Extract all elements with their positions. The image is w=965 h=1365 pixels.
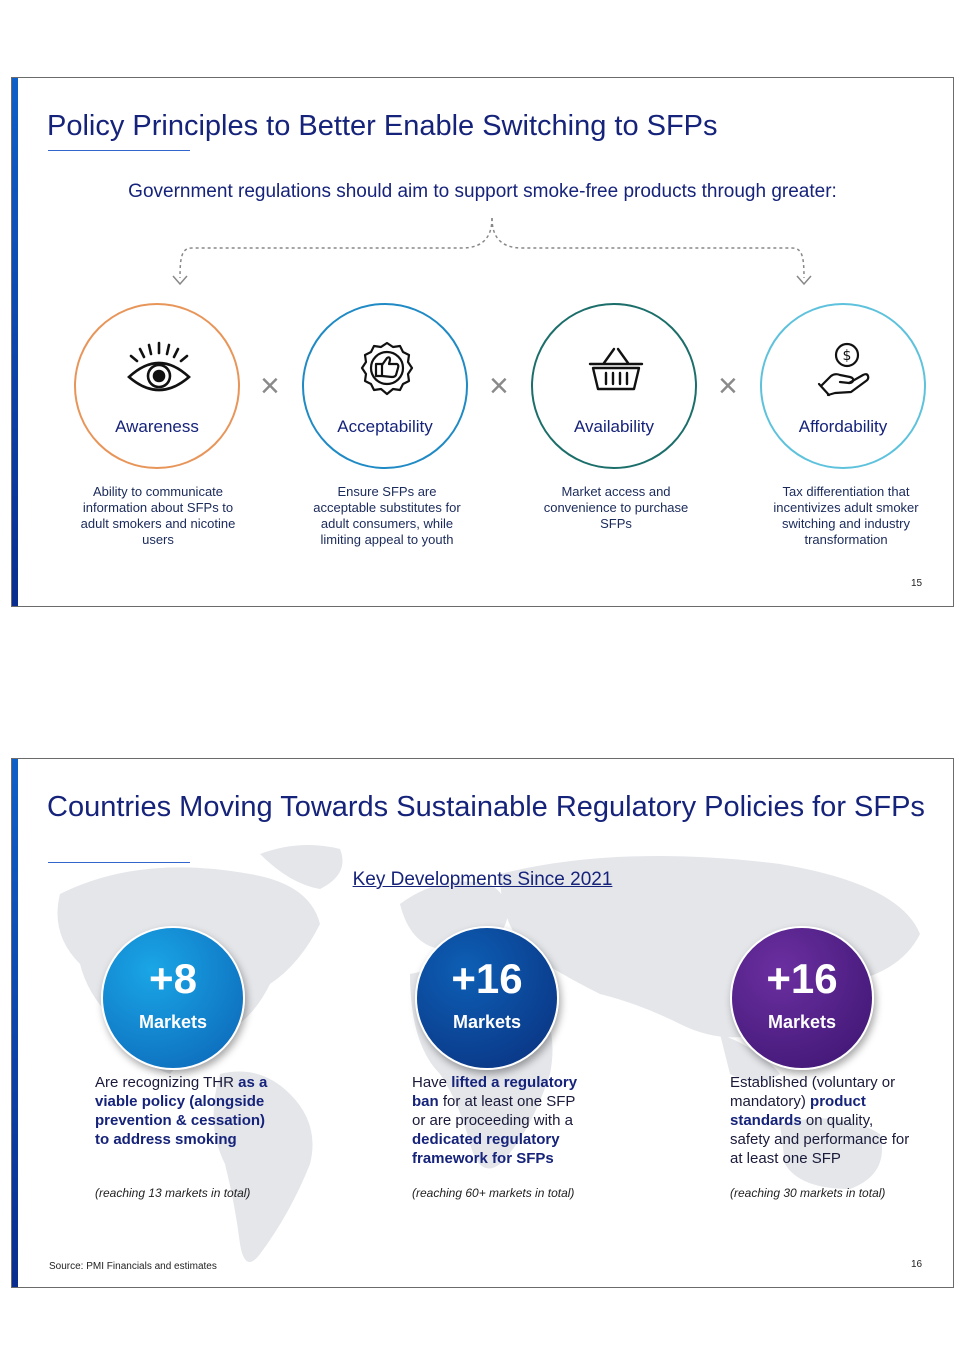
stat-unit: Markets <box>767 1012 837 1032</box>
basket-icon <box>576 339 656 401</box>
hand-coin-icon <box>805 339 885 401</box>
stat-text-segment: Are recognizing THR <box>95 1074 239 1091</box>
slide-regulatory-policies <box>11 758 954 1288</box>
key-developments-heading: Key Developments Since 2021 <box>352 869 613 890</box>
stat-bubble-thr <box>101 926 245 1070</box>
stat-note-product-standards: (reaching 30 markets in total) <box>730 1186 886 1200</box>
slide-subtitle: Government regulations should aim to support smoke-free products through greater: <box>128 181 837 202</box>
stat-description-thr <box>95 1073 275 1149</box>
stat-number: +16 <box>766 955 838 1002</box>
stat-text-segment: as a viable policy (alongside prevention & cessation) to address smoking <box>95 1074 268 1148</box>
stat-bubble-regulatory-ban <box>415 926 559 1070</box>
slide-title: Policy Principles to Better Enable Switching to SFPs <box>47 110 718 142</box>
awareness-description: Ability to communicate information about SFPs to adult smokers and nicotine users <box>80 484 236 547</box>
thumbs-up-badge-icon <box>347 339 427 401</box>
stat-number: +16 <box>451 955 523 1002</box>
stat-text-segment: for at least one SFP or are proceeding with a <box>412 1093 576 1129</box>
eye-icon <box>119 339 199 401</box>
stat-text-segment: dedicated regulatory framework for SFPs <box>412 1131 560 1167</box>
affordability-label: Affordability <box>798 417 888 436</box>
stat-bubble-product-standards <box>730 926 874 1070</box>
stat-note-thr: (reaching 13 markets in total) <box>95 1186 251 1200</box>
availability-description: Market access and convenience to purchase SFPs <box>543 484 689 531</box>
stat-unit: Markets <box>452 1012 522 1032</box>
stat-text-segment: product standards <box>730 1093 866 1129</box>
awareness-label: Awareness <box>115 417 199 436</box>
acceptability-label: Acceptability <box>337 417 433 436</box>
slide-title: Countries Moving Towards Sustainable Regulatory Policies for SFPs <box>47 791 925 823</box>
svg-text:$: $ <box>842 348 852 364</box>
slide-accent-bar <box>12 78 18 606</box>
stat-description-regulatory-ban <box>412 1073 592 1168</box>
slide-accent-bar <box>12 759 18 1287</box>
stat-text-segment: Have <box>412 1074 452 1091</box>
source-footnote: Source: PMI Financials and estimates <box>49 1261 217 1272</box>
times-operator: × <box>489 367 509 405</box>
brace-arrows <box>162 216 822 288</box>
page-number: 16 <box>911 1259 923 1270</box>
stat-text-segment: Established (voluntary or mandatory) <box>730 1074 896 1110</box>
availability-label: Availability <box>573 417 654 436</box>
stat-text-segment: lifted a regulatory ban <box>412 1074 578 1110</box>
stat-note-regulatory-ban: (reaching 60+ markets in total) <box>412 1186 575 1200</box>
acceptability-description: Ensure SFPs are acceptable substitutes for adult consumers, while limiting appeal to youth <box>313 484 461 547</box>
page-number: 15 <box>911 578 923 589</box>
title-underline <box>48 150 190 151</box>
stat-description-product-standards <box>730 1073 910 1168</box>
stat-number: +8 <box>149 955 197 1002</box>
awareness-circle <box>74 303 240 469</box>
stat-unit: Markets <box>138 1012 208 1032</box>
title-underline <box>48 862 190 863</box>
affordability-circle <box>760 303 926 469</box>
times-operator: × <box>718 367 738 405</box>
stat-text-segment: on quality, safety and performance for at least one SFP <box>730 1112 910 1167</box>
availability-circle <box>531 303 697 469</box>
times-operator: × <box>260 367 280 405</box>
slide-policy-principles <box>11 77 954 607</box>
affordability-description: Tax differentiation that incentivizes adult smoker switching and industry transformation <box>773 484 919 547</box>
acceptability-circle <box>302 303 468 469</box>
